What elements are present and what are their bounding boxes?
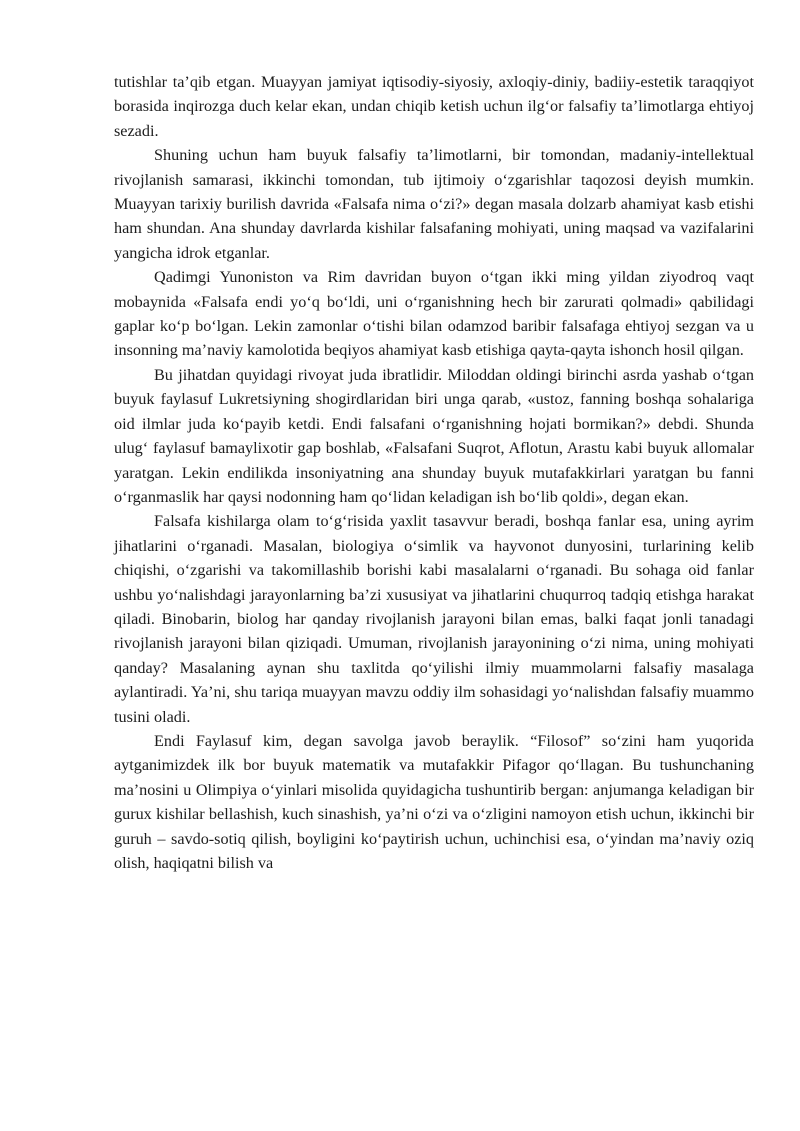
paragraph: Qadimgi Yunoniston va Rim davridan buyon o‘tgan ikki ming yildan ziyodroq vaqt mobaynida «Falsafa endi yo‘q bo‘ldi, uni o‘rganishning hech bir zarurati qolmadi» qabilidagi gaplar ko‘p bo‘lgan. Lekin zamonlar o‘tishi bilan odamzod baribir falsafaga ehtiyoj sezgan va u insonning ma’naviy kamolotida beqiyos ahamiyat kasb etishiga qayta-qayta ishonch hosil qilgan. — [114, 268, 754, 360]
document-page — [114, 70, 754, 875]
paragraph: Bu jihatdan quyidagi rivoyat juda ibratlidir. Miloddan oldingi birinchi asrda yashab o‘tgan buyuk faylasuf Lukretsiyning shogirdlaridan biri unga qarab, «ustoz, fanning boshqa sohalariga oid ilmlar juda ko‘payib ketdi. Endi falsafani o‘rganishning hojati bormikan?» debdi. Shunda ulug‘ faylasuf bamaylixotir gap boshlab, «Falsafani Suqrot, Aflotun, Arastu kabi buyuk allomalar yaratgan. Lekin endilikda insoniyatning ana shunday buyuk mutafakkirlari yaratgan bu fanni o‘rganmaslik har qaysi nodonning ham qo‘lidan keladigan ish bo‘lib qoldi», degan ekan. — [114, 365, 754, 506]
paragraph-continuation: tutishlar ta’qib etgan. Muayyan jamiyat iqtisodiy-siyosiy, axloqiy-diniy, badiiy-estetik taraqqiyot borasida inqirozga duch kelar ekan, undan chiqib ketish uchun ilg‘or falsafiy ta’limotlarga ehtiyoj sezadi. — [114, 73, 754, 140]
paragraph: Endi Faylasuf kim, degan savolga javob beraylik. “Filosof” so‘zini ham yuqorida aytganimizdek ilk bor buyuk matematik va mutafakkir Pifagor qo‘llagan. Bu tushunchaning ma’nosini u Olimpiya o‘yinlari misolida quyidagicha tushuntirib bergan: anjumanga keladigan bir gurux kishilar bellashish, kuch sinashish, ya’ni o‘zi va o‘zligini namoyon etish uchun, ikkinchi bir guruh – savdo-sotiq qilish, boyligini ko‘paytirish uchun, uchinchisi esa, o‘yindan ma’naviy oziq olish, haqiqatni bilish va — [114, 731, 754, 872]
paragraph: Falsafa kishilarga olam to‘g‘risida yaxlit tasavvur beradi, boshqa fanlar esa, uning ayrim jihatlarini o‘rganadi. Masalan, biologiya o‘simlik va hayvonot dunyosini, turlarining kelib chiqishi, o‘zgarishi va takomillashib borishi kabi masalalarni o‘rganadi. Bu sohaga oid fanlar ushbu yo‘nalishdagi jarayonlarning ba’zi xususiyat va jihatlarini chuqurroq tadqiq etishga harakat qiladi. Binobarin, biolog har qanday rivojlanish jarayoni bilan emas, balki faqat jonli tanadagi rivojlanish jarayoni bilan qiziqadi. Umuman, rivojlanish jarayonining o‘zi nima, uning mohiyati qanday? Masalaning aynan shu taxlitda qo‘yilishi ilmiy muammolarni falsafiy masalaga aylantiradi. Ya’ni, shu tariqa muayyan mavzu oddiy ilm sohasidagi yo‘nalishdan falsafiy muammo tusini oladi. — [114, 512, 754, 726]
paragraph: Shuning uchun ham buyuk falsafiy ta’limotlarni, bir tomondan, madaniy-intellektual rivojlanish samarasi, ikkinchi tomondan, tub ijtimoiy o‘zgarishlar taqozosi deyish mumkin. Muayyan tarixiy burilish davrida «Falsafa nima o‘zi?» degan masala dolzarb ahamiyat kasb etishi ham shundan. Ana shunday davrlarda kishilar falsafaning mohiyati, uning maqsad va vazifalarini yangicha idrok etganlar. — [114, 146, 754, 262]
